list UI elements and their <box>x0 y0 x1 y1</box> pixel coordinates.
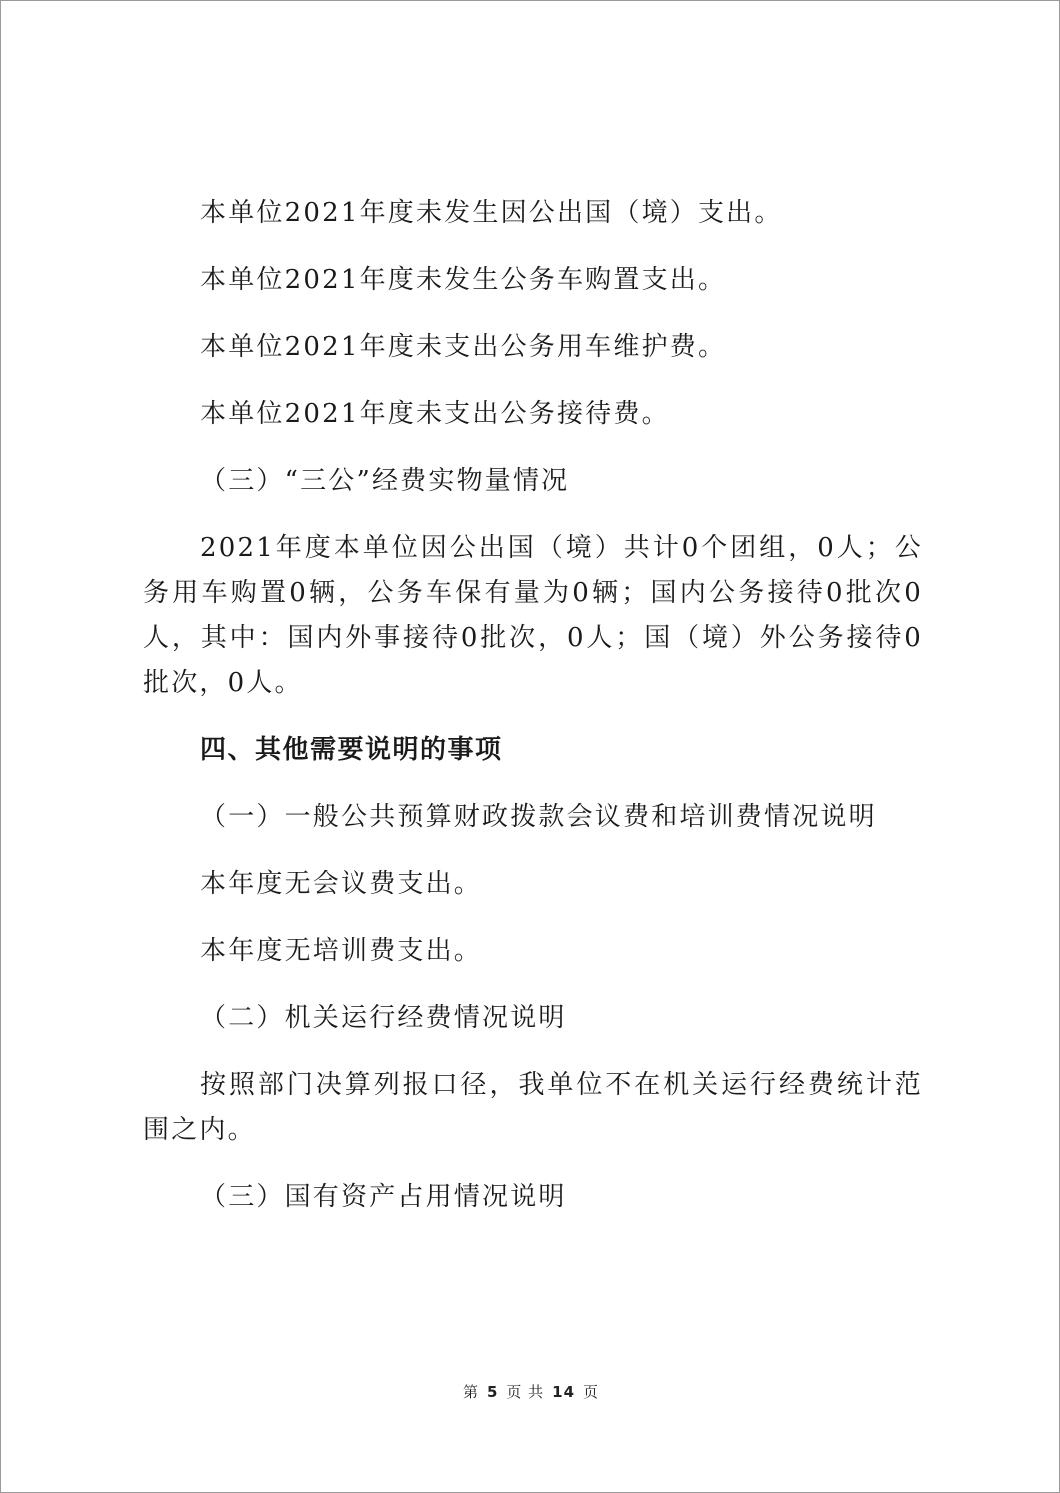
paragraph-operating-scope: 按照部门决算列报口径，我单位不在机关运行经费统计范围之内。 <box>143 1070 923 1145</box>
footer-middle: 页 共 <box>506 1383 545 1401</box>
footer-suffix: 页 <box>583 1383 600 1401</box>
footer-total-pages: 14 <box>552 1383 576 1401</box>
paragraph-vehicle-purchase: 本单位2021年度未发生公务车购置支出。 <box>200 265 727 295</box>
section-heading-other-matters: 四、其他需要说明的事项 <box>200 735 503 765</box>
page-footer <box>1 1381 1060 1402</box>
paragraph-reception-expense: 本单位2021年度未支出公务接待费。 <box>200 399 670 429</box>
paragraph-no-training: 本年度无培训费支出。 <box>200 936 483 966</box>
paragraph-physical-quantity: 2021年度本单位因公出国（境）共计0个团组，0人；公务用车购置0辆，公务车保有量为0辆；国内公务接待0批次0人，其中：国内外事接待0批次，0人；国（境）外公务接待0批次，0人。 <box>143 533 923 698</box>
paragraph-no-meeting: 本年度无会议费支出。 <box>200 869 483 899</box>
footer-prefix: 第 <box>462 1383 479 1401</box>
paragraph-vehicle-maintenance: 本单位2021年度未支出公务用车维护费。 <box>200 332 727 362</box>
document-body <box>143 191 923 1220</box>
subheading-operating-expense: （二）机关运行经费情况说明 <box>200 1003 567 1033</box>
section-heading-three-public: （三）“三公”经费实物量情况 <box>200 466 570 496</box>
subheading-state-assets: （三）国有资产占用情况说明 <box>200 1182 567 1212</box>
subheading-meeting-training: （一）一般公共预算财政拨款会议费和培训费情况说明 <box>200 802 877 832</box>
paragraph-overseas-expense: 本单位2021年度未发生因公出国（境）支出。 <box>200 198 783 228</box>
footer-current-page: 5 <box>486 1383 499 1401</box>
